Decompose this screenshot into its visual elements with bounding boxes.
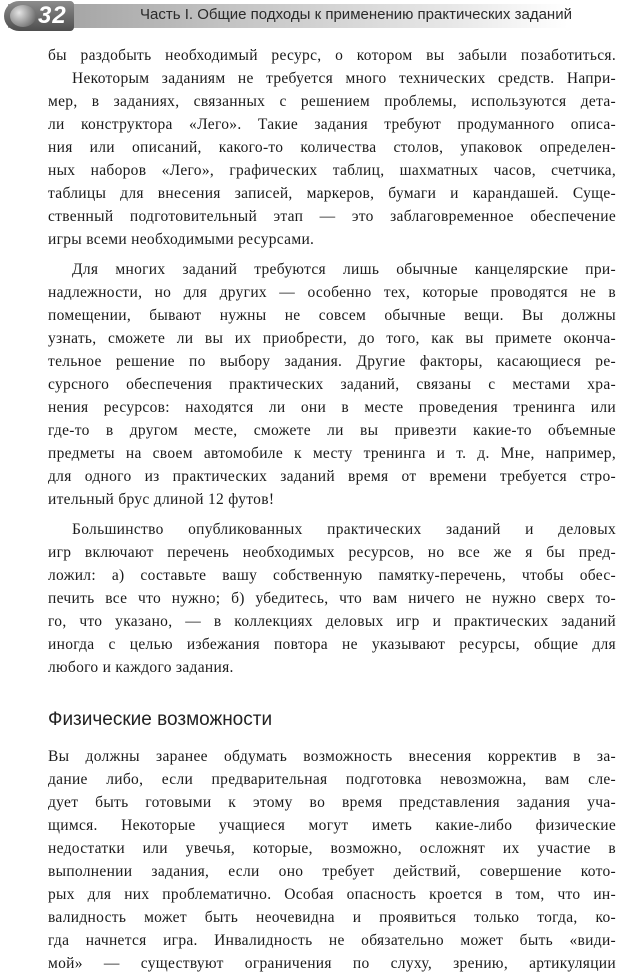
text-line: для одного из практических заданий время от времени требуется стро- [48,468,616,485]
text-line: щимся. Некоторые учащиеся могут иметь какие-либо физические [48,817,616,834]
text-line: таблицы для внесения записей, маркеров, бумаги и карандашей. Суще- [48,185,616,202]
page-number: 32 [38,2,67,29]
text-line: любого и каждого задания. [48,659,234,676]
globe-icon [10,5,36,27]
text-line: ственный подготовительный этап — это заблаговременное обеспечение [48,208,616,225]
text-line: надлежности, но для других — особенно тех, которые проводятся не в [48,284,616,301]
paragraph-published-games [48,518,616,679]
text-line: мер, в заданиях, связанных с решением проблемы, используются дета- [48,93,616,110]
text-line: сурсного обеспечения практических заданий, связаны с местами хра- [48,376,616,393]
page-number-badge [4,1,74,31]
paragraph-physical-abilities [48,745,616,975]
paragraph-office-supplies [48,258,616,511]
text-line: ительный брус длиной 12 футов! [48,491,275,508]
text-line: тельное решение по выбору задания. Другие факторы, касающиеся ре- [48,353,616,370]
page-header [0,0,620,32]
text-line: игры всеми необходимыми ресурсами. [48,231,315,248]
text-line: недостатки или увечья, которые, возможно, осложнят их участие в [48,840,616,857]
text-line: где-то в другом месте, сможете ли вы привезти какие-то объемные [48,422,616,439]
text-line: ли конструктора «Лего». Такие задания требуют продуманного описа- [48,116,616,133]
text-line: гда начнется игра. Инвалидность не обязательно может быть «види- [48,932,616,949]
text-line: выполнении задания, если оно требует действий, совершение кото- [48,863,616,880]
running-head: Часть I. Общие подходы к применению практических заданий [140,6,572,23]
text-line: рых для них проблематично. Особая опасность кроется в том, что ин- [48,886,616,903]
text-line: дует быть готовыми к этому во время представления задания уча- [48,794,616,811]
text-line: го, что указано, — в коллекциях деловых игр и практических заданий [48,613,616,630]
page-body [48,44,616,975]
text-line: ных наборов «Лего», графических таблиц, шахматных часов, счетчика, [48,162,616,179]
text-line: бы раздобыть необходимый ресурс, о котором вы забыли позаботиться. [48,47,616,64]
text-line: дание либо, если предварительная подготовка невозможна, вам сле- [48,771,616,788]
text-line: валидность может быть неочевидна и проявиться только тогда, ко- [48,909,616,926]
text-line: Для многих заданий требуются лишь обычные канцелярские при- [72,261,616,278]
paragraph-resources [48,44,616,251]
text-line: игр включают перечень необходимых ресурсов, но все же я бы пред- [48,544,616,561]
text-line: Вы должны заранее обдумать возможность внесения корректив в за- [48,748,616,765]
section-heading: Физические возможности [48,709,273,730]
text-line: иногда с целью избежания повтора не указывают ресурсы, общие для [48,636,616,653]
text-line: Большинство опубликованных практических заданий и деловых [72,521,616,538]
text-line: ложил: а) составьте вашу собственную памятку-перечень, чтобы обес- [48,567,616,584]
text-line: Некоторым заданиям не требуется много технических средств. Напри- [72,70,616,87]
text-line: предметы на своем автомобиле к месту тренинга и т. д. Мне, например, [48,445,616,462]
text-line: помещении, бывают нужны не совсем обычные вещи. Вы должны [48,307,616,324]
text-line: ния или описаний, какого-то количества столов, упаковок определен- [48,139,616,156]
text-line: узнать, сможете ли вы их приобрести, до того, как вы примете оконча- [48,330,616,347]
text-line: печить все что нужно; б) убедитесь, что вам ничего не нужно сверх то- [48,590,616,607]
text-line: мой» — существуют ограничения по слуху, зрению, артикуляции [48,955,616,972]
text-line: нения ресурсов: находятся ли они в месте проведения тренинга или [48,399,616,416]
